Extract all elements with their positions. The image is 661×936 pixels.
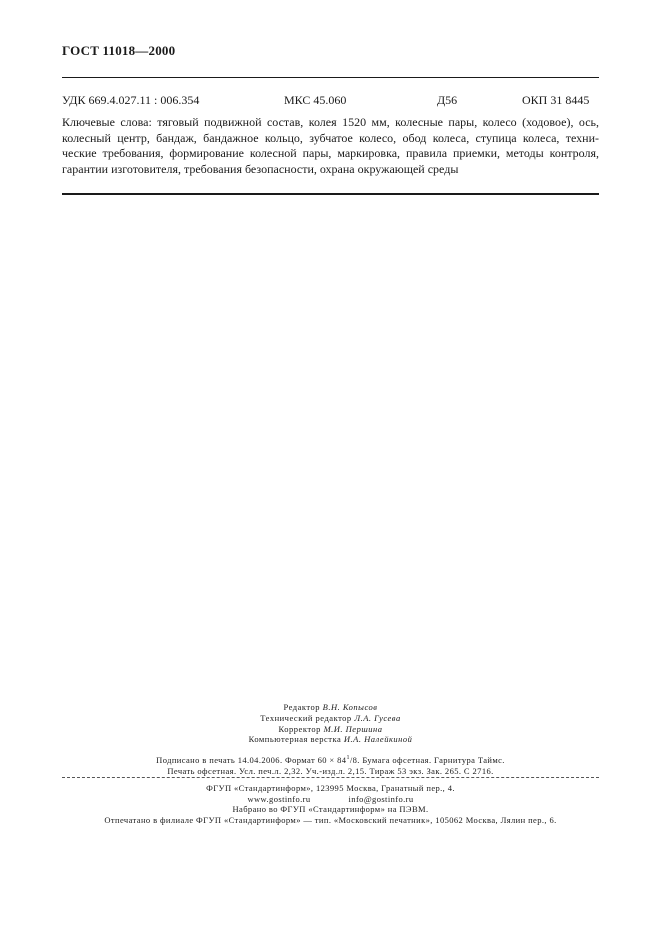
top-rule — [62, 77, 599, 78]
section-rule — [62, 193, 599, 195]
publisher-contacts — [62, 794, 599, 805]
corrector-label: Корректор — [278, 723, 321, 734]
print-info-line1-end: /8. Бумага офсетная. Гарнитура Таймс. — [349, 754, 505, 765]
tech-editor-label: Технический редактор — [260, 712, 352, 723]
okp-code: ОКП 31 8445 — [522, 93, 590, 107]
tech-editor-name: Л.А. Гусева — [354, 712, 401, 723]
d-code: Д56 — [437, 93, 458, 107]
print-info-block — [62, 753, 599, 776]
keywords-line: Ключевые слова: тяговый подвижной состав, колея 1520 мм, колесные пары, колесо (ходовое), ось, — [62, 115, 599, 129]
mks-code: МКС 45.060 — [284, 93, 347, 107]
publisher-address: ФГУП «Стандартинформ», 123995 Москва, Гранатный пер., 4. — [206, 783, 455, 793]
layout-label: Компьютерная верстка — [248, 734, 342, 745]
layout-line — [62, 734, 599, 745]
email-link: info@gostinfo.ru — [348, 793, 414, 804]
layout-name: И.А. Налейкиной — [343, 734, 413, 745]
keywords-line: гарантии изготовителя, требования безопасности, охрана окружающей среды — [62, 161, 459, 176]
website-link: www.gostinfo.ru — [247, 793, 311, 804]
printed-note: Отпечатано в филиале ФГУП «Стандартинформ» — тип. «Московский печатник», 105062 Москва, Лялин пер., 6. — [104, 814, 557, 825]
document-id: ГОСТ 11018—2000 — [62, 43, 176, 58]
editor-line — [62, 702, 599, 713]
publisher-block — [62, 783, 599, 825]
keywords-paragraph — [62, 115, 599, 177]
classification-row — [62, 93, 599, 109]
editor-name: В.Н. Копысов — [322, 702, 378, 712]
format-superscript: 1 — [346, 755, 350, 761]
print-info-line: Печать офсетная. Усл. печ.л. 2,32. Уч.-изд.л. 2,15. Тираж 53 экз. Зак. 265. С 2716. — [167, 765, 494, 776]
print-info-line — [62, 753, 599, 766]
udk-code: УДК 669.4.027.11 : 006.354 — [62, 93, 200, 107]
typeset-note: Набрано во ФГУП «Стандартинформ» на ПЭВМ. — [232, 804, 429, 815]
keywords-line: ческие требования, формирование колесной пары, маркировка, правила приемки, методы контроля, — [62, 146, 599, 160]
corrector-name: М.И. Першина — [323, 723, 383, 734]
corrector-line — [62, 724, 599, 735]
credits-block — [62, 702, 599, 745]
editor-label: Редактор — [283, 702, 321, 712]
dashed-separator — [62, 777, 599, 778]
tech-editor-line — [62, 713, 599, 724]
print-info-line1-start: Подписано в печать 14.04.2006. Формат 60 × 84 — [156, 754, 347, 765]
keywords-line: колесный центр, бандаж, бандажное кольцо, зубчатое колесо, обод колеса, ступица колеса, техни- — [62, 130, 599, 145]
